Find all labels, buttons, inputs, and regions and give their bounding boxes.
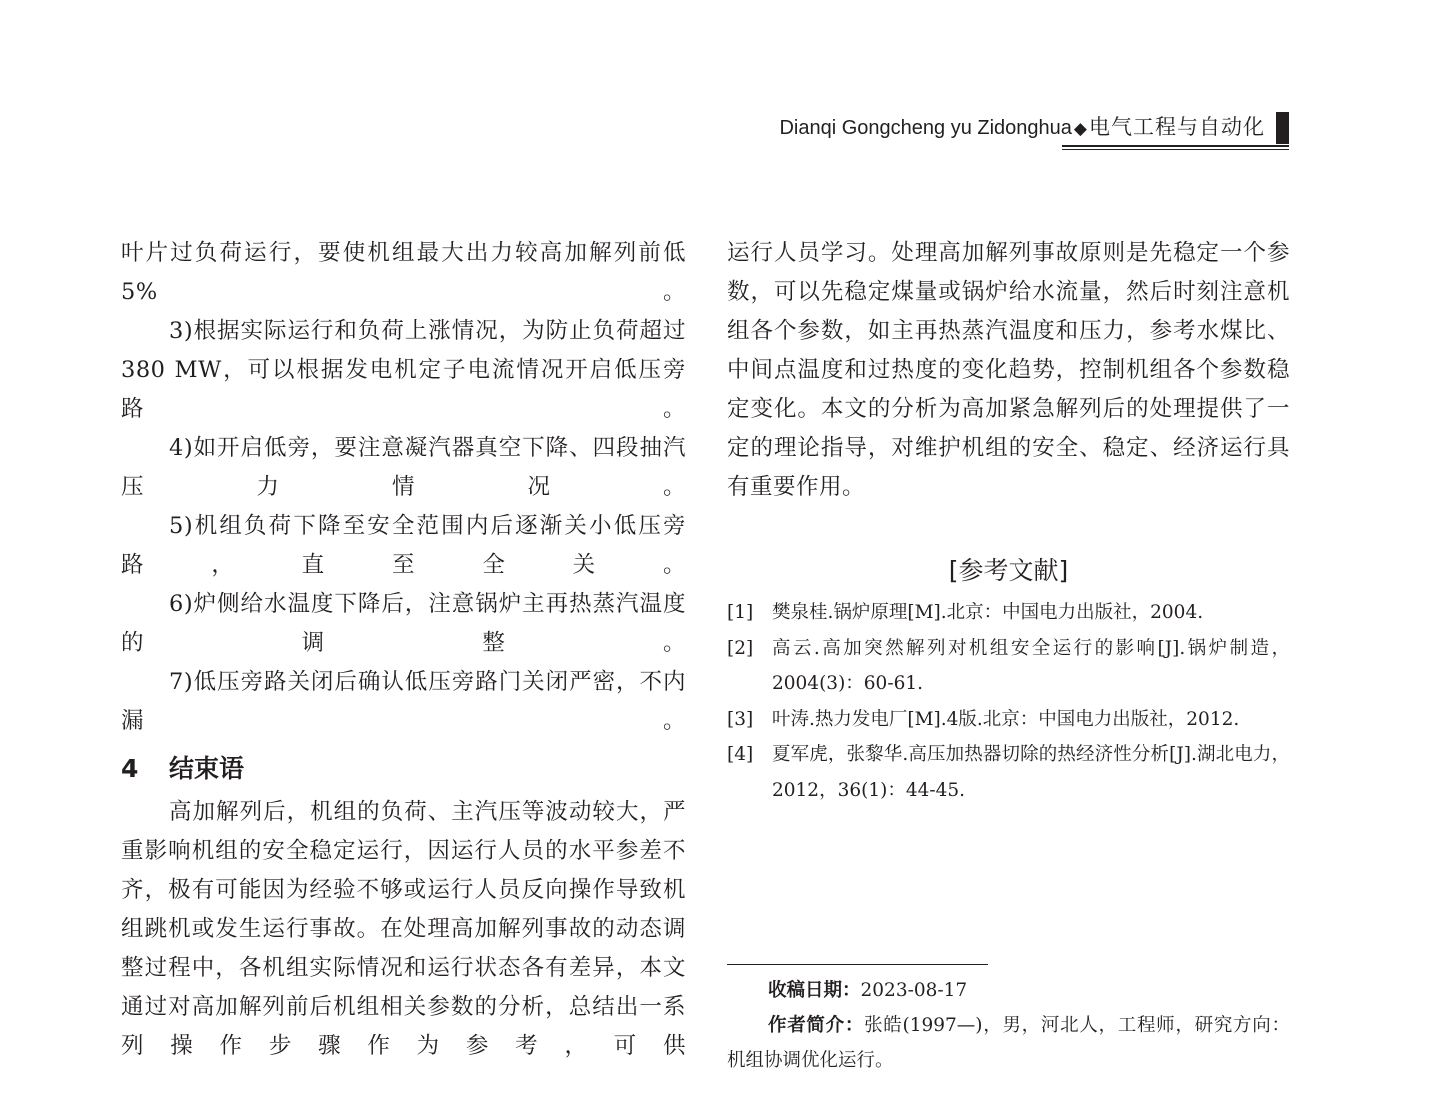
section-number: 4 — [121, 754, 139, 783]
author-bio-line — [727, 1008, 1290, 1078]
footnote — [727, 973, 1290, 1078]
author-bio: 张皓(1997—)，男，河北人，工程师，研究方向：机组协调优化运行。 — [727, 1015, 1290, 1071]
header-rule-thin — [1062, 149, 1289, 150]
journal-title — [779, 114, 1265, 143]
reference-list — [727, 595, 1290, 808]
reference-number: [2] — [727, 637, 754, 659]
received-date-line — [727, 973, 1290, 1008]
header-bar-mark — [1276, 112, 1289, 144]
reference-text: 叶涛.热力发电厂[M].4版.北京：中国电力出版社，2012. — [772, 708, 1240, 730]
paragraph-continued: 叶片过负荷运行，要使机组最大出力较高加解列前低5%。 — [121, 240, 686, 305]
step-4: 4)如开启低旁，要注意凝汽器真空下降、四段抽汽压力情况。 — [121, 435, 686, 500]
reference-item — [727, 737, 1290, 808]
reference-text: 高云.高加突然解列对机组安全运行的影响[J].锅炉制造，2004(3)：60-61. — [772, 637, 1290, 694]
received-date: 2023-08-17 — [860, 980, 968, 1001]
journal-pinyin: Dianqi Gongcheng yu Zidonghua — [779, 117, 1072, 139]
footnote-divider — [727, 964, 988, 965]
reference-item — [727, 595, 1290, 631]
reference-number: [3] — [727, 708, 754, 730]
reference-text: 樊泉桂.锅炉原理[M].北京：中国电力出版社，2004. — [772, 602, 1204, 623]
reference-item — [727, 702, 1290, 738]
diamond-icon: ◆ — [1073, 119, 1087, 138]
step-5: 5)机组负荷下降至安全范围内后逐渐关小低压旁路，直至全关。 — [121, 513, 686, 578]
step-3: 3)根据实际运行和负荷上涨情况，为防止负荷超过380 MW，可以根据发电机定子电流情况开启低压旁路。 — [121, 318, 686, 422]
step-6: 6)炉侧给水温度下降后，注意锅炉主再热蒸汽温度的调整。 — [121, 591, 686, 656]
section-title: 结束语 — [169, 754, 245, 783]
reference-text: 夏军虎，张黎华.高压加热器切除的热经济性分析[J].湖北电力，2012，36(1)：44-45. — [772, 744, 1290, 801]
reference-number: [4] — [727, 744, 754, 765]
header-rule — [1062, 145, 1289, 147]
conclusion-paragraph-continued: 运行人员学习。处理高加解列事故原则是先稳定一个参数，可以先稳定煤量或锅炉给水流量，然后时刻注意机组各个参数，如主再热蒸汽温度和压力，参考水煤比、中间点温度和过热度的变化趋势，控制机组各个参数稳定变化。本文的分析为高加紧急解列后的处理提供了一定的理论指导，对维护机组的安全、稳定、经济运行具有重要作用。 — [727, 240, 1290, 500]
reference-number: [1] — [727, 602, 754, 623]
step-7: 7)低压旁路关闭后确认低压旁路门关闭严密，不内漏。 — [121, 669, 686, 734]
received-label: 收稿日期： — [768, 980, 861, 1001]
conclusion-paragraph: 高加解列后，机组的负荷、主汽压等波动较大，严重影响机组的安全稳定运行，因运行人员的水平参差不齐，极有可能因为经验不够或运行人员反向操作导致机组跳机或发生运行事故。在处理高加解列事故的动态调整过程中，各机组实际情况和运行状态各有差异，本文通过对高加解列前后机组相关参数的分析，总结出一系列操作步骤作为参考，可供 — [121, 799, 686, 1059]
references-heading: [参考文献] — [948, 556, 1069, 585]
section-heading-conclusion — [121, 747, 686, 791]
left-column — [121, 234, 686, 1066]
journal-chinese-title: 电气工程与自动化 — [1089, 116, 1265, 139]
right-column — [727, 234, 1290, 808]
author-label: 作者简介： — [768, 1015, 865, 1036]
reference-item — [727, 631, 1290, 702]
